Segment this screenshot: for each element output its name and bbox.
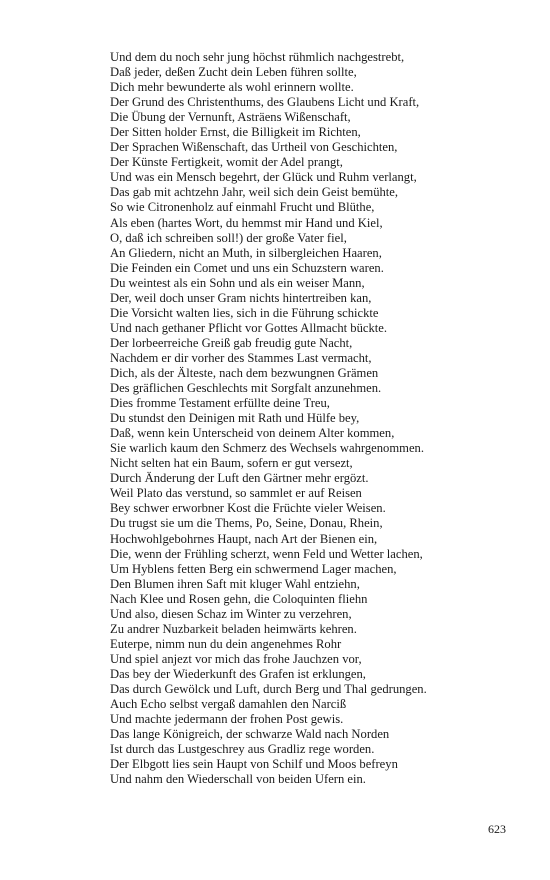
poem-line: Durch Änderung der Luft den Gärtner mehr ergözt. [110,471,369,486]
poem-line: Den Blumen ihren Saft mit kluger Wahl entziehn, [110,576,360,591]
poem-line: An Gliedern, nicht an Muth, in silbergleichen Haaren, [110,245,382,260]
poem-line: Als eben (hartes Wort, du hemmst mir Hand und Kiel, [110,215,383,230]
poem-line: Um Hyblens fetten Berg ein schwermend Lager machen, [110,561,397,576]
poem-line: Nachdem er dir vorher des Stammes Last vermacht, [110,350,372,365]
poem-line: Und was ein Mensch begehrt, der Glück und Ruhm verlangt, [110,170,417,185]
poem-line: Du stundst den Deinigen mit Rath und Hülfe bey, [110,411,360,426]
poem-line: Du trugst sie um die Thems, Po, Seine, Donau, Rhein, [110,516,383,531]
poem-line: Hochwohlgebohrnes Haupt, nach Art der Bienen ein, [110,531,378,546]
poem-line: So wie Citronenholz auf einmahl Frucht und Blüthe, [110,200,375,215]
page-number: 623 [488,822,506,836]
poem-line: Der Grund des Christenthums, des Glaubens Licht und Kraft, [110,95,420,110]
poem-line: Der Sprachen Wißenschaft, das Urtheil von Geschichten, [110,140,398,155]
poem-line: Der Künste Fertigkeit, womit der Adel prangt, [110,155,343,170]
poem-line: Du weintest als ein Sohn und als ein weiser Mann, [110,275,365,290]
poem-line: Sie warlich kaum den Schmerz des Wechsels wahrgenommen. [110,441,424,456]
poem-line: Der Elbgott lies sein Haupt von Schilf und Moos befreyn [110,757,398,772]
poem-line: Das gab mit achtzehn Jahr, weil sich dein Geist bemühte, [110,185,399,200]
poem-line: O, daß ich schreiben soll!) der große Vater fiel, [110,230,347,245]
poem-line: Die Übung der Vernunft, Asträens Wißenschaft, [110,110,351,125]
poem-line: Zu andrer Nuzbarkeit beladen heimwärts kehren. [110,621,357,636]
poem-line: Dies fromme Testament erfüllte deine Treu, [110,396,330,411]
poem-line: Die Vorsicht walten lies, sich in die Führung schickte [110,305,379,320]
poem-line: Und dem du noch sehr jung höchst rühmlich nachgestrebt, [110,50,405,64]
poem-line: Weil Plato das verstund, so sammlet er auf Reisen [110,486,362,501]
poem-line: Und nach gethaner Pflicht vor Gottes Allmacht bückte. [110,320,387,335]
poem-line: Und machte jedermann der frohen Post gewis. [110,712,344,727]
poem-line: Das bey der Wiederkunft des Grafen ist erklungen, [110,666,366,681]
poem-line: Der, weil doch unser Gram nichts hintertreiben kan, [110,290,372,305]
poem-line: Des gräflichen Geschlechts mit Sorgfalt anzunehmen. [110,381,382,396]
poem-line: Das durch Gewölck und Luft, durch Berg und Thal gedrungen. [110,681,427,696]
poem-line: Daß, wenn kein Unterscheid von deinem Alter kommen, [110,426,395,441]
poem-line: Dich mehr bewunderte als wohl erinnern wollte. [110,80,354,95]
poem-line: Auch Echo selbst vergaß damahlen den Narciß [110,697,347,712]
poem-line: Bey schwer erworbner Kost die Früchte vieler Weisen. [110,501,386,516]
poem-line: Die, wenn der Frühling scherzt, wenn Feld und Wetter lachen, [110,546,423,561]
poem-line: Und nahm den Wiederschall von beiden Ufern ein. [110,772,366,787]
poem-line: Ist durch das Lustgeschrey aus Gradliz rege worden. [110,742,375,757]
poem-line: Und also, diesen Schaz im Winter zu verzehren, [110,606,352,621]
poem-line: Und spiel anjezt vor mich das frohe Jauchzen vor, [110,651,362,666]
poem-line: Dich, als der Älteste, nach dem bezwungnen Grämen [110,365,379,380]
poem-line: Euterpe, nimm nun du dein angenehmes Rohr [110,636,342,651]
poem-line: Daß jeder, deßen Zucht dein Leben führen sollte, [110,65,357,80]
poem-text [110,50,530,787]
poem-line: Nach Klee und Rosen gehn, die Coloquinten fliehn [110,591,368,606]
poem-line: Die Feinden ein Comet und uns ein Schuzstern waren. [110,260,384,275]
poem-line: Nicht selten hat ein Baum, sofern er gut versezt, [110,456,353,471]
poem-line: Das lange Königreich, der schwarze Wald nach Norden [110,727,390,742]
poem-line: Der lorbeerreiche Greiß gab freudig gute Nacht, [110,335,353,350]
poem-line: Der Sitten holder Ernst, die Billigkeit im Richten, [110,125,361,140]
